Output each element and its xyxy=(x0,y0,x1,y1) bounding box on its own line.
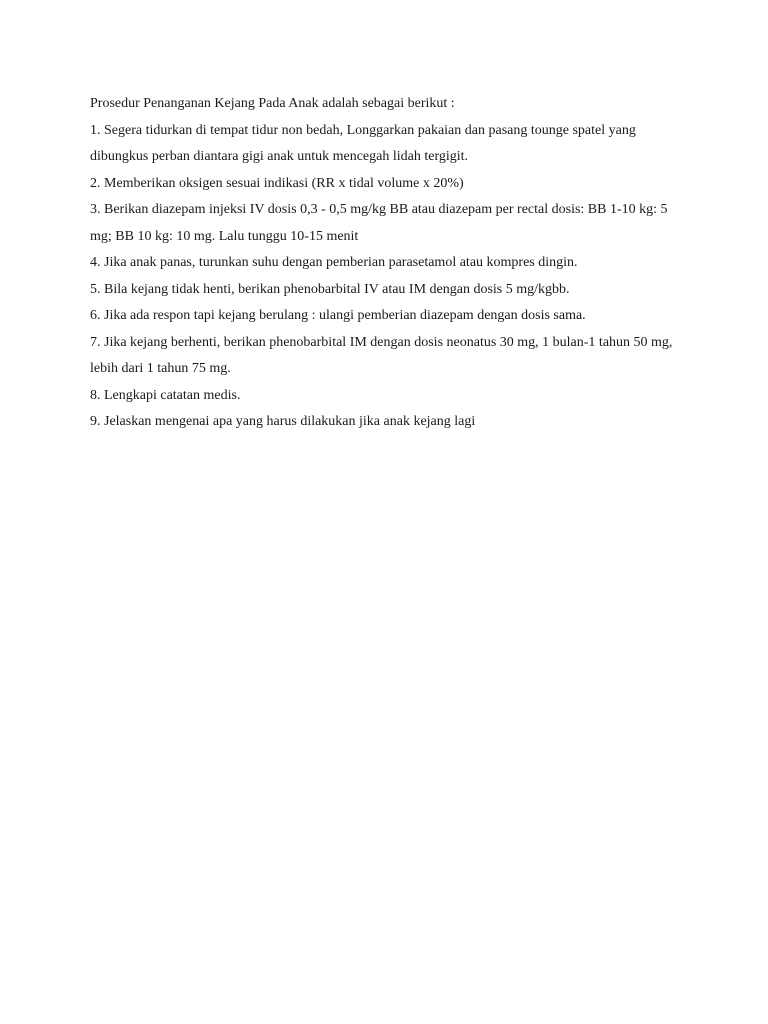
document-body xyxy=(90,91,690,436)
step-6: 6. Jika ada respon tapi kejang berulang : ulangi pemberian diazepam dengan dosis sama. xyxy=(90,308,586,323)
step-3: 3. Berikan diazepam injeksi IV dosis 0,3 - 0,5 mg/kg BB atau diazepam per rectal dosis: BB 1-10 kg: 5 mg; BB 10 kg: 10 mg. Lalu tunggu 10-15 menit xyxy=(90,202,668,244)
step-1: 1. Segera tidurkan di tempat tidur non bedah, Longgarkan pakaian dan pasang tounge spatel yang dibungkus perban diantara gigi anak untuk mencegah lidah tergigit. xyxy=(90,122,636,164)
document-heading: Prosedur Penanganan Kejang Pada Anak adalah sebagai berikut : xyxy=(90,96,455,111)
step-9: 9. Jelaskan mengenai apa yang harus dilakukan jika anak kejang lagi xyxy=(90,414,476,429)
step-2: 2. Memberikan oksigen sesuai indikasi (RR x tidal volume x 20%) xyxy=(90,175,464,191)
step-7: 7. Jika kejang berhenti, berikan phenobarbital IM dengan dosis neonatus 30 mg, 1 bulan-1 tahun 50 mg, lebih dari 1 tahun 75 mg. xyxy=(90,334,673,376)
step-8: 8. Lengkapi catatan medis. xyxy=(90,387,241,403)
step-5: 5. Bila kejang tidak henti, berikan phenobarbital IV atau IM dengan dosis 5 mg/kgbb. xyxy=(90,281,570,297)
step-4: 4. Jika anak panas, turunkan suhu dengan pemberian parasetamol atau kompres dingin. xyxy=(90,255,578,270)
